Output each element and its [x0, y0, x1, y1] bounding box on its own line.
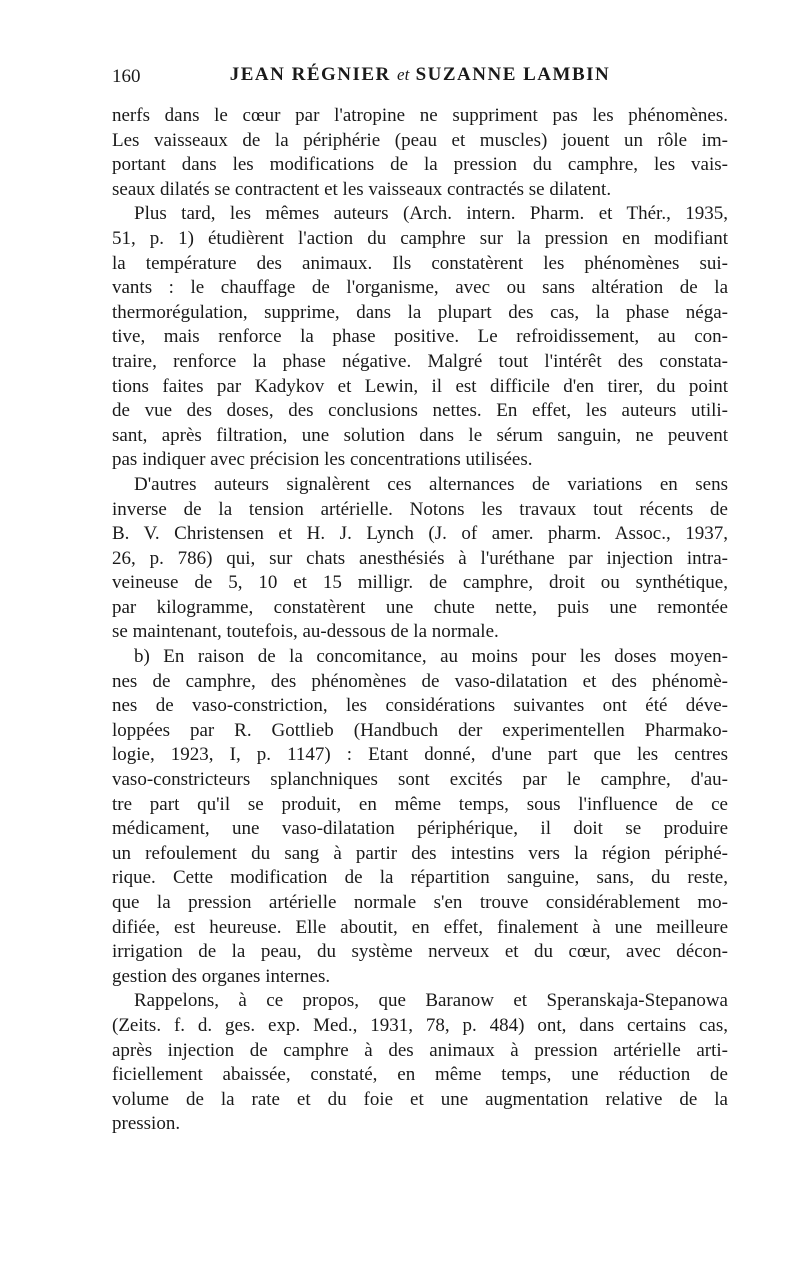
text-line: Plus tard, les mêmes auteurs (Arch. intern. Pharm. et Thér., 1935, — [134, 203, 728, 225]
text-line: ficiellement abaissée, constaté, en même temps, une réduction de — [112, 1064, 728, 1086]
text-line: (Zeits. f. d. ges. exp. Med., 1931, 78, p. 484) ont, dans certains cas, — [112, 1014, 728, 1036]
page-number: 160 — [112, 66, 141, 87]
text-line: nes de vaso-constriction, les considérations suivantes ont été déve- — [112, 695, 728, 717]
text-line: difiée, est heureuse. Elle aboutit, en effet, finalement à une meilleure — [112, 916, 728, 938]
text-line: Rappelons, à ce propos, que Baranow et Speranskaja-Stepanowa — [134, 990, 728, 1012]
text-line: pas indiquer avec précision les concentrations utilisées. — [112, 449, 533, 471]
text-line: après injection de camphre à des animaux à pression artérielle arti- — [112, 1039, 728, 1061]
text-line: loppées par R. Gottlieb (Handbuch der experimentellen Pharmako- — [112, 719, 728, 741]
text-line: portant dans les modifications de la pression du camphre, les vais- — [112, 154, 728, 176]
text-line: logie, 1923, I, p. 1147) : Etant donné, d'une part que les centres — [112, 744, 728, 766]
text-line: seaux dilatés se contractent et les vaisseaux contractés se dilatent. — [112, 178, 612, 200]
text-line: traire, renforce la phase négative. Malgré tout l'intérêt des constata- — [112, 350, 728, 372]
text-line: tre part qu'il se produit, en même temps, sous l'influence de ce — [112, 793, 728, 815]
text-line: 51, p. 1) étudièrent l'action du camphre sur la pression en modifiant — [112, 227, 728, 249]
text-line: inverse de la tension artérielle. Notons les travaux tout récents de — [112, 498, 728, 520]
text-line: nes de camphre, des phénomènes de vaso-dilatation et des phénomè- — [112, 670, 728, 692]
text-line: de vue des doses, des conclusions nettes. En effet, les auteurs utili- — [112, 400, 728, 422]
text-line: irrigation de la peau, du système nerveux et du cœur, avec décon- — [112, 941, 728, 963]
body-text — [112, 104, 728, 1137]
text-line: la température des animaux. Ils constatèrent les phénomènes sui- — [112, 252, 728, 274]
text-line: se maintenant, toutefois, au-dessous de la normale. — [112, 621, 499, 643]
text-line: 26, p. 786) qui, sur chats anesthésiés à l'uréthane par injection intra- — [112, 547, 728, 569]
running-head-et: et — [397, 65, 410, 84]
text-line: volume de la rate et du foie et une augmentation relative de la — [112, 1088, 728, 1110]
text-line: par kilogramme, constatèrent une chute nette, puis une remontée — [112, 596, 728, 618]
text-line: pression. — [112, 1113, 181, 1135]
page-header — [112, 62, 728, 96]
text-line: veineuse de 5, 10 et 15 milligr. de camphre, droit ou synthétique, — [112, 572, 728, 594]
text-line: un refoulement du sang à partir des intestins vers la région périphé- — [112, 842, 728, 864]
text-line: nerfs dans le cœur par l'atropine ne suppriment pas les phénomènes. — [112, 105, 728, 126]
text-line: vaso-constricteurs splanchniques sont excités par le camphre, d'au- — [112, 769, 728, 791]
page — [112, 62, 728, 1137]
text-line: sant, après filtration, une solution dans le sérum sanguin, ne peuvent — [112, 424, 728, 446]
text-line: tions faites par Kadykov et Lewin, il est difficile d'en tirer, du point — [112, 375, 728, 397]
text-line: tive, mais renforce la phase positive. Le refroidissement, au con- — [112, 326, 728, 348]
running-head-author-1: JEAN RÉGNIER — [229, 64, 391, 85]
text-line: vants : le chauffage de l'organisme, avec ou sans altération de la — [112, 277, 728, 299]
text-line: médicament, une vaso-dilatation périphérique, il doit se produire — [112, 818, 728, 840]
text-line: Les vaisseaux de la périphérie (peau et muscles) jouent un rôle im- — [112, 129, 728, 151]
text-line: gestion des organes internes. — [112, 965, 331, 987]
text-line: que la pression artérielle normale s'en trouve considérablement mo- — [112, 892, 728, 913]
text-line: B. V. Christensen et H. J. Lynch (J. of amer. pharm. Assoc., 1937, — [112, 523, 728, 545]
text-line: thermorégulation, supprime, dans la plupart des cas, la phase néga- — [112, 301, 728, 323]
text-line: D'autres auteurs signalèrent ces alternances de variations en sens — [134, 473, 728, 495]
running-head — [112, 64, 728, 86]
running-head-author-2: SUZANNE LAMBIN — [415, 64, 611, 85]
text-line: rique. Cette modification de la répartition sanguine, sans, du reste, — [112, 867, 728, 889]
text-line: b) En raison de la concomitance, au moins pour les doses moyen- — [134, 646, 728, 668]
